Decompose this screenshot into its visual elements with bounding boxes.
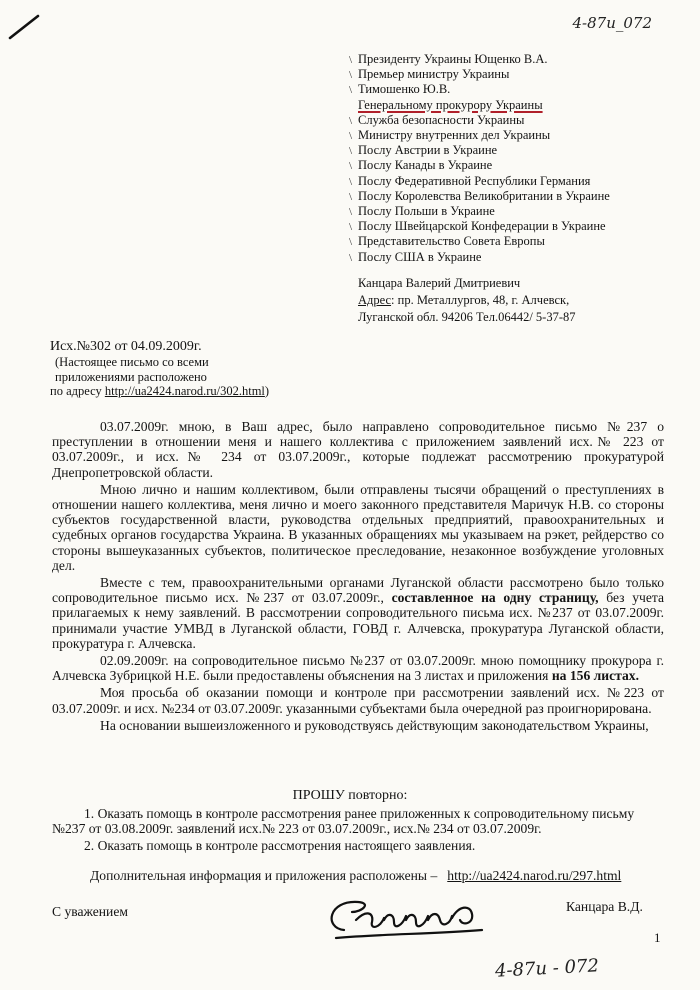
recipient-label: Послу Королевства Великобритании в Украине <box>358 188 610 203</box>
recipient-item <box>349 67 678 82</box>
recipient-label: Послу Австрии в Украине <box>358 143 498 158</box>
address-line-1: : пр. Металлургов, 48, г. Алчевск, <box>391 293 570 307</box>
check-mark-icon: \ <box>349 190 353 203</box>
recipient-label: Послу Польши в Украине <box>358 204 495 219</box>
request-item-1: 1. Оказать помощь в контроле рассмотрения ранее приложенных к сопроводительному письму №237 от 03.08.2009г. заявлений исх.№ 223 от 03.07.2009г., исх.№ 234 от 03.07.2009г. <box>52 806 635 837</box>
paragraph-5: Моя просьба об оказании помощи и контроле при рассмотрении заявлений исх. №223 от 03.07.2009г. и исх. №234 от 03.07.2009г. указанными субъектами была очередной раз проигнорирована. <box>52 685 664 716</box>
outgoing-note-line-3 <box>50 384 310 399</box>
page-number: 1 <box>654 930 661 945</box>
recipient-item <box>349 112 678 128</box>
handwritten-slash-mark <box>6 12 42 42</box>
check-mark-icon: \ <box>349 160 353 173</box>
recipient-label: Президенту Украины Ющенко В.А. <box>358 52 548 66</box>
outgoing-number: Исх.№302 от 04.09.2009г. <box>50 339 202 354</box>
check-mark-icon: \ <box>349 69 353 82</box>
check-mark-icon: \ <box>349 114 353 127</box>
letter-body <box>52 419 664 733</box>
handwritten-reference-top: 4-87и_072 <box>572 14 652 32</box>
check-mark-icon: \ <box>349 54 353 66</box>
paragraph-3-bold: составленное на одну страницу, <box>391 590 599 606</box>
recipient-item <box>349 219 678 234</box>
recipient-label: Послу Федеративной Республики Германия <box>358 173 591 188</box>
paragraph-3 <box>52 575 664 651</box>
check-mark-icon: \ <box>349 130 353 143</box>
signer-name: Канцара В.Д. <box>566 899 643 914</box>
check-mark-icon: \ <box>349 251 353 264</box>
check-mark-icon: \ <box>349 221 353 234</box>
more-info-line <box>90 868 621 884</box>
outgoing-note-line-1: (Настоящее письмо со всеми <box>55 355 209 369</box>
recipient-label: Премьер министру Украины <box>358 67 510 82</box>
more-info-url-link[interactable]: http://ua2424.narod.ru/297.html <box>447 868 622 883</box>
check-mark-icon: \ <box>349 236 353 249</box>
sender-block <box>358 275 688 326</box>
recipient-item <box>349 158 678 173</box>
recipient-item <box>349 249 678 265</box>
recipient-label: Послу Канады в Украине <box>358 158 493 173</box>
sender-name: Канцара Валерий Дмитриевич <box>358 276 521 290</box>
note-suffix: ) <box>264 384 270 398</box>
paragraph-4 <box>52 653 664 683</box>
outgoing-reference <box>50 338 310 399</box>
note-prefix: по адресу <box>50 384 105 398</box>
handwritten-signature <box>322 890 492 950</box>
handwritten-reference-bottom: 4-87и - 072 <box>494 955 600 982</box>
recipient-item <box>349 173 678 189</box>
recipient-item <box>349 82 678 97</box>
address-label: Адрес <box>358 293 392 307</box>
recipient-item <box>349 204 678 219</box>
more-info-text: Дополнительная информация и приложения расположены – <box>90 868 438 883</box>
recipient-item <box>349 188 678 204</box>
recipient-label: Министру внутренних дел Украины <box>358 128 551 143</box>
closing-regards: С уважением <box>52 904 128 919</box>
recipient-label: Представительство Совета Европы <box>358 234 545 249</box>
check-mark-icon: \ <box>349 84 353 97</box>
request-item-2: 2. Оказать помощь в контроле рассмотрения настоящего заявления. <box>84 838 476 853</box>
recipient-item <box>349 52 678 67</box>
check-mark-icon: \ <box>349 206 353 219</box>
recipient-label: Послу США в Украине <box>358 249 482 264</box>
paragraph-6: На основании вышеизложенного и руководствуясь действующим законодательством Украины, <box>100 717 649 733</box>
recipient-label: Служба безопасности Украины <box>358 112 525 127</box>
recipient-label: Послу Швейцарской Конфедерации в Украине <box>358 219 606 234</box>
paragraph-2: Мною лично и нашим коллективом, были отправлены тысячи обращений о преступлениях в отношении нашего коллектива, меня лично и моего законного представителя Маричук Н.В. со стороны субъектов государственной власти, руководства отдельных предприятий, правоохранительных и судебных органов государства Украина. В указанных обращениях мы указываем на рэкет, рейдерство со стороны вышеуказанных субъектов, политическое преследование, незаконное возбуждение уголовных дел. <box>52 481 664 573</box>
address-line-2: Луганской обл. 94206 Тел.06442/ 5-37-87 <box>358 310 576 324</box>
paragraph-4-part-a: 02.09.2009г. на сопроводительное письмо №237 от 03.07.2009г. мною помощнику прокурора г. Алчевска Зубрицкой Н.Е. были предоставлены объяснения на 3 листах и приложения <box>52 653 664 684</box>
check-mark-icon: \ <box>349 175 353 188</box>
outgoing-url-link[interactable]: http://ua2424.narod.ru/302.html <box>104 384 265 398</box>
paragraph-4-bold: на 156 листах. <box>551 668 639 684</box>
outgoing-note-line-2: приложениями расположено <box>55 369 207 384</box>
paragraph-3-part-a: Вместе с тем, правоохранительными органами Луганской области рассмотрено было только сопроводительное письмо исх. №237 от 03.07.2009г., <box>52 575 664 606</box>
recipients-list <box>349 52 678 265</box>
recipient-item <box>349 143 678 158</box>
recipient-item <box>358 98 678 113</box>
recipient-item <box>349 234 678 249</box>
recipient-item <box>349 128 678 143</box>
request-title: ПРОШУ повторно: <box>292 788 408 803</box>
paragraph-3-part-c: без учета прилагаемых к нему заявлений. В рассмотрении сопроводительного письма исх. №237 от 03.07.2009г. принимали участие УМВД в Луганской области, ГОВД г. Алчевска, прокуратура Луганской области, прокуратура г. Алчевска. <box>52 590 665 651</box>
recipient-label: Тимошенко Ю.В. <box>358 82 451 97</box>
recipient-label: Генеральному прокурору Украины <box>358 97 543 112</box>
check-mark-icon: \ <box>349 145 353 158</box>
paragraph-1: 03.07.2009г. мною, в Ваш адрес, было направлено сопроводительное письмо №237 о преступлении в отношении меня и нашего коллектива с приложением заявлений исх.№ 223 от 03.07.2009г., и исх.№ 234 от 03.07.2009г., которые подлежат рассмотрению прокуратурой Днепропетровской области. <box>52 419 664 480</box>
sender-address <box>358 292 688 309</box>
